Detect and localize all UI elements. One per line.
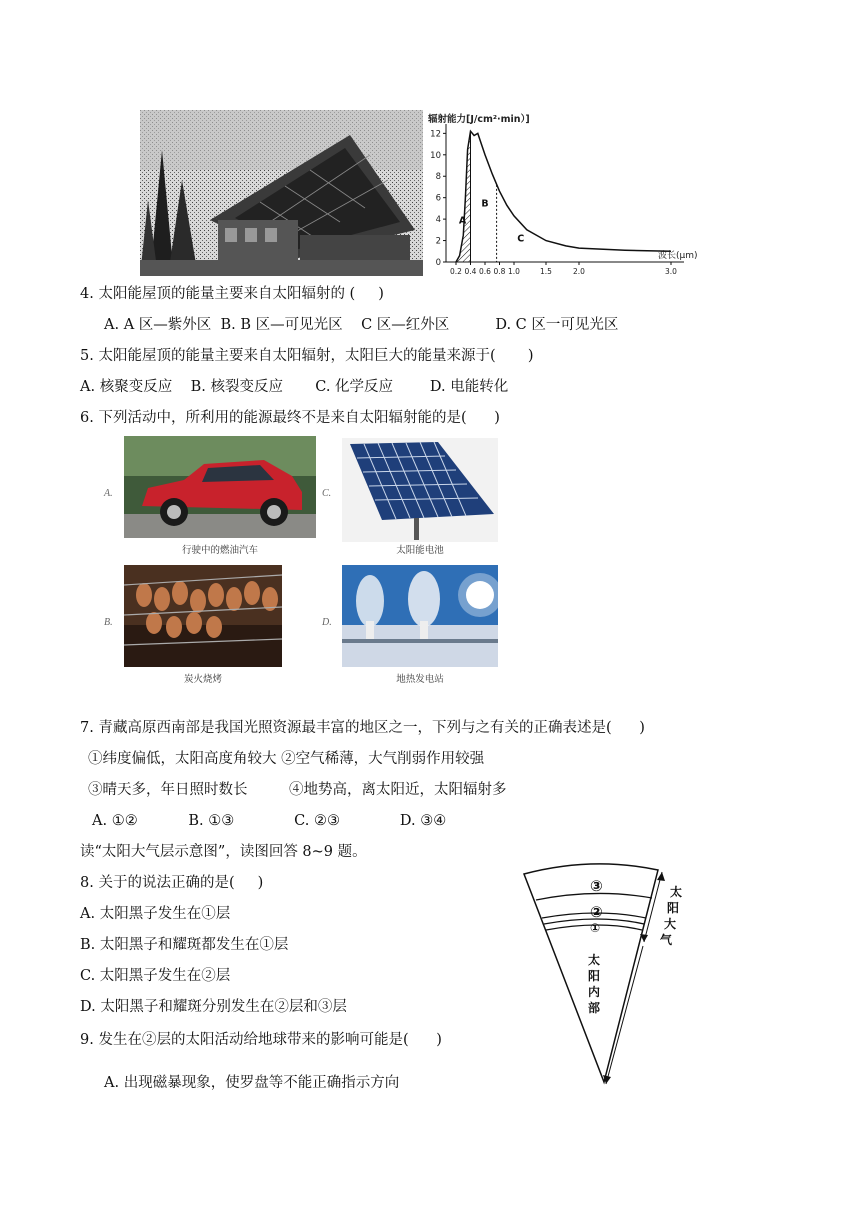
caption-c: 太阳能电池: [396, 545, 444, 556]
x-tick-label: 2.0: [573, 267, 585, 276]
q8-option-d: D. 太阳黑子和耀斑分别发生在②层和③层: [80, 999, 347, 1015]
region-a-hatch: [456, 131, 471, 262]
x-tick-label: 1.0: [508, 267, 520, 276]
car-illustration: [124, 436, 316, 538]
option-image-b: [104, 565, 282, 687]
radiation-spectrum-chart: [422, 110, 698, 278]
q7-options: A. ①② B. ①③ C. ②③ D. ③④: [92, 813, 447, 829]
y-tick-label: 12: [430, 129, 441, 140]
y-tick-label: 2: [435, 236, 441, 247]
chart-marks: [456, 131, 671, 262]
x-tick-label: 0.8: [493, 267, 506, 276]
y-tick-label: 8: [435, 172, 441, 183]
option-letter-b: B.: [104, 617, 113, 628]
spectrum-svg: [422, 110, 698, 278]
inner-char-1: 太: [588, 953, 601, 967]
x-tick-label: 1.5: [540, 267, 552, 276]
q5-options: A. 核聚变反应 B. 核裂变反应 C. 化学反应 D. 电能转化: [80, 379, 509, 395]
q5-stem: 5. 太阳能屋顶的能量主要来自太阳辐射，太阳巨大的能量来源于( ): [80, 348, 534, 364]
region-label: C: [517, 233, 525, 245]
inner-char-4: 部: [588, 1001, 601, 1015]
x-axis-label: 波长(μm): [658, 251, 698, 261]
region-label: B: [481, 198, 489, 210]
x-tick-label: 0.2: [450, 267, 462, 276]
option-image-a: [104, 436, 316, 558]
q8-9-intro: 读“太阳大气层示意图”，读图回答 8~9 题。: [80, 844, 367, 860]
outer-char-1: 太: [670, 885, 683, 899]
inner-char-3: 内: [588, 985, 601, 999]
q8-option-a: A. 太阳黑子发生在①层: [80, 906, 231, 922]
q7-statement-2: ③晴天多，年日照时数长 ④地势高，离太阳近，太阳辐射多: [88, 782, 507, 798]
charcoal-grill-illustration: [124, 565, 282, 667]
layer-1-label: ①: [590, 921, 601, 935]
x-tick-label: 0.4: [464, 267, 477, 276]
q8-stem: 8. 关于的说法正确的是( ): [80, 875, 264, 891]
caption-a: 行驶中的燃油汽车: [181, 545, 258, 556]
q4-stem: 4. 太阳能屋顶的能量主要来自太阳辐射的 ( ): [80, 286, 384, 302]
option-letter-a: A.: [104, 488, 113, 499]
outer-label-group: [660, 884, 682, 947]
y-tick-label: 0: [435, 258, 441, 268]
q9-stem: 9. 发生在②层的太阳活动给地球带来的影响可能是( ): [80, 1032, 442, 1048]
q7-stem: 7. 青藏高原西南部是我国光照资源最丰富的地区之一，下列与之有关的正确表述是( ): [80, 720, 645, 736]
x-tick-label: 0.6: [479, 267, 491, 276]
outer-char-3: 大: [664, 917, 677, 931]
q8-option-c: C. 太阳黑子发生在②层: [80, 968, 231, 984]
y-axis-label: 辐射能力[J/cm²·min）]: [428, 114, 530, 125]
option-image-d: [322, 565, 498, 687]
option-letter-c: C.: [322, 488, 332, 499]
option-image-c: [322, 436, 498, 558]
q6-stem: 6. 下列活动中，所利用的能源最终不是来自太阳辐射能的是( ): [80, 410, 500, 426]
caption-b: 炭火烧烤: [183, 674, 222, 685]
layer-2-label: ②: [590, 903, 603, 921]
x-tick-label: 3.0: [665, 267, 677, 276]
q9-option-a: A. 出现磁暴现象，使罗盘等不能正确指示方向: [104, 1075, 400, 1091]
solar-atmosphere-diagram: [520, 862, 700, 1090]
layer-3-label: ③: [590, 877, 603, 895]
inner-char-2: 阳: [588, 969, 601, 983]
y-tick-label: 10: [430, 150, 441, 161]
caption-d: 地热发电站: [396, 674, 444, 685]
q4-options: A. A 区—紫外区 B. B 区—可见光区 C 区—红外区 D. C 区一可见光区: [104, 317, 619, 333]
option-letter-d: D.: [322, 617, 332, 628]
solar-panel-illustration: [342, 438, 498, 542]
outer-char-2: 阳: [667, 901, 680, 915]
geothermal-plant-illustration: [342, 565, 498, 667]
outer-char-4: 气: [660, 933, 673, 947]
q8-option-b: B. 太阳黑子和耀斑都发生在①层: [80, 937, 289, 953]
y-tick-label: 6: [435, 193, 441, 204]
y-tick-label: 4: [435, 215, 441, 226]
solar-house-photo: [140, 110, 423, 276]
q7-statement-1: ①纬度偏低，太阳高度角较大 ②空气稀薄，大气削弱作用较强: [88, 751, 485, 767]
region-label: A: [458, 215, 467, 227]
spectrum-curve: [456, 131, 671, 262]
